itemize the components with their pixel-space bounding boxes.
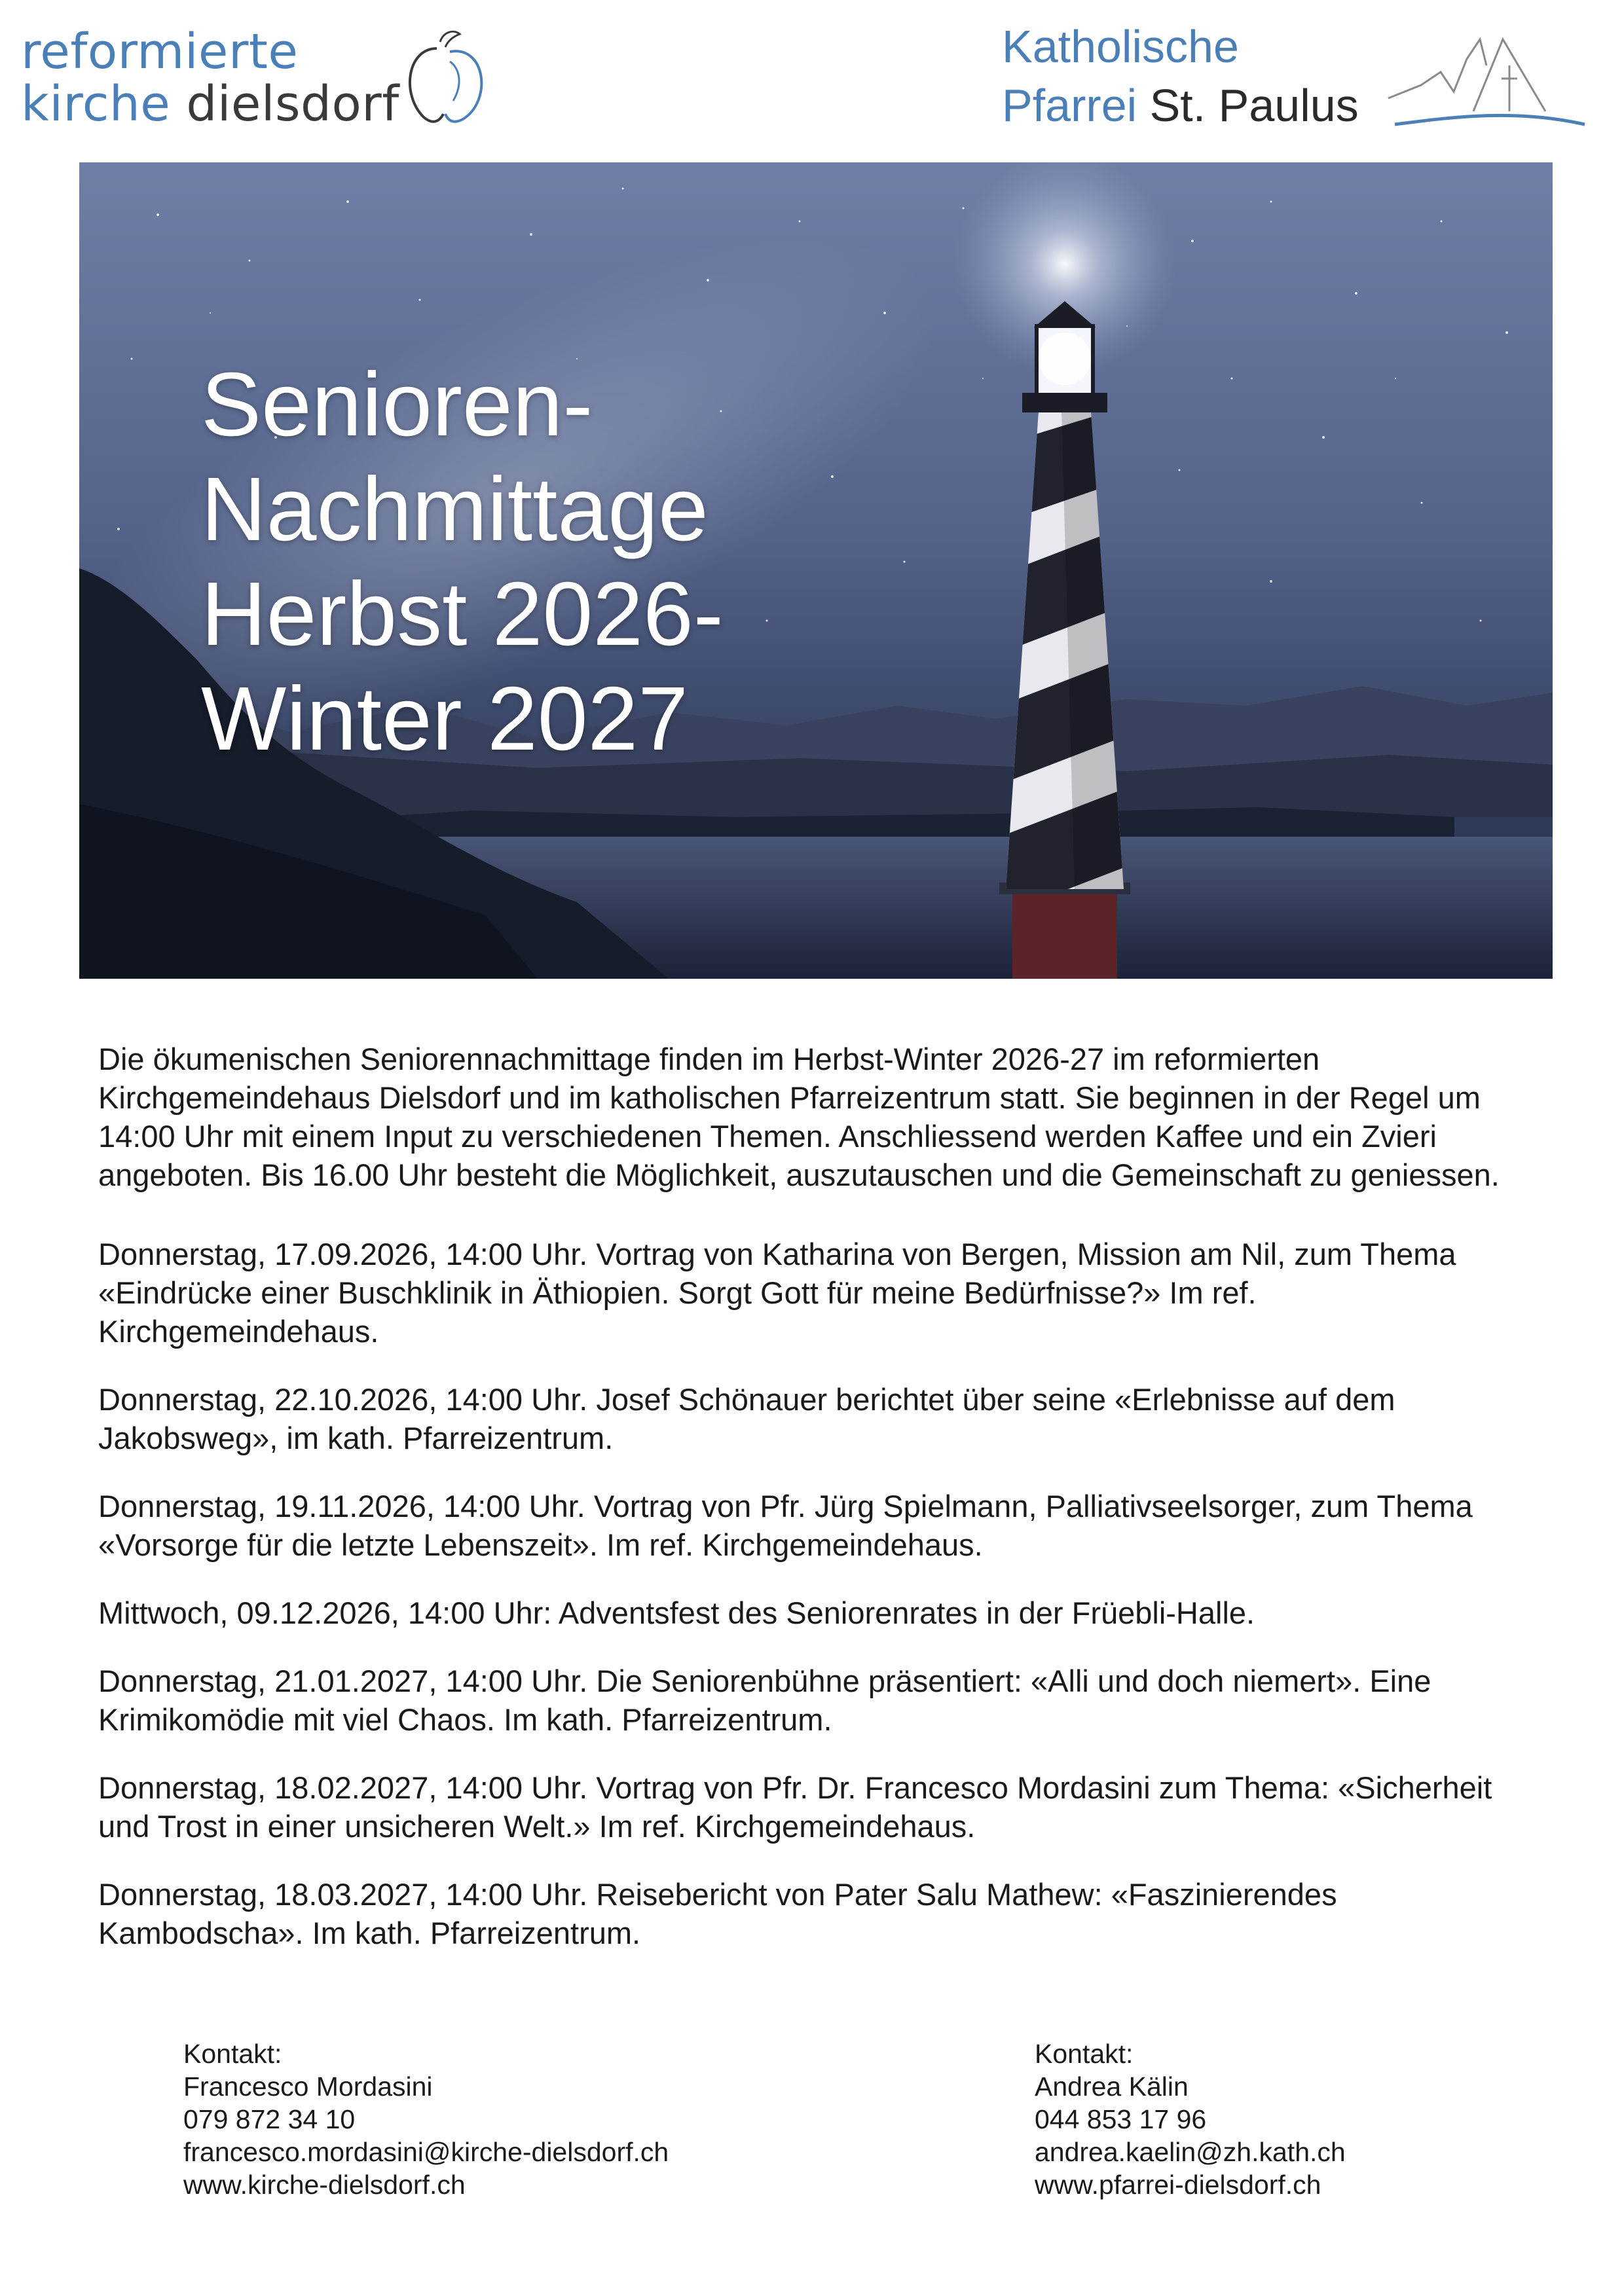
event-item: Mittwoch, 09.12.2026, 14:00 Uhr: Adventsfest des Seniorenrates in der Früebli-Halle. (98, 1595, 1255, 1630)
logo-right-line1: Katholische (1002, 21, 1239, 72)
contact-name: Francesco Mordasini (183, 2071, 433, 2102)
intro-paragraph: Die ökumenischen Seniorennachmittage finden im Herbst-Winter 2026-27 im reformierten Kirchgemeindehaus Dielsdorf und im katholischen Pfarreizentrum statt. Sie beginnen in der Regel um 14:00 Uhr mit einem Input zu verschiedenen Themen. Anschliessend werden Kaffee und ein Zvieri angeboten. Bis 16.00 Uhr besteht die Möglichkeit, auszutauschen und die Gemeinschaft zu geniessen. (98, 1042, 1500, 1192)
contact-email[interactable]: francesco.mordasini@kirche-dielsdorf.ch (183, 2137, 669, 2167)
contact-reformiert (183, 2037, 669, 2201)
event-item: Donnerstag, 19.11.2026, 14:00 Uhr. Vortrag von Pfr. Jürg Spielmann, Palliativseelsorger, zum Thema «Vorsorge für die letzte Lebenszeit». Im ref. Kirchgemeindehaus. (98, 1489, 1473, 1562)
hero-title-line-3: Herbst 2026- (201, 564, 724, 665)
contact-website[interactable]: www.kirche-dielsdorf.ch (183, 2170, 466, 2200)
logo-left-line1: reformierte (21, 24, 299, 80)
contact-email[interactable]: andrea.kaelin@zh.kath.ch (1035, 2137, 1346, 2167)
hero-title-line-4: Winter 2027 (201, 668, 689, 769)
contact-phone: 044 853 17 96 (1035, 2104, 1207, 2134)
event-item: Donnerstag, 18.03.2027, 14:00 Uhr. Reisebericht von Pater Salu Mathew: «Faszinierendes Kambodscha». Im kath. Pfarreizentrum. (98, 1877, 1337, 1950)
logo-right-line2 (1002, 80, 1359, 131)
contact-website[interactable]: www.pfarrei-dielsdorf.ch (1035, 2170, 1321, 2200)
event-item: Donnerstag, 17.09.2026, 14:00 Uhr. Vortrag von Katharina von Bergen, Mission am Nil, zum Thema «Eindrücke einer Buschklinik in Äthiopien. Sorgt Gott für meine Bedürfnisse?» Im ref. Kirchgemeindehaus. (98, 1237, 1456, 1349)
logo-left-word-kirche: kirche (21, 76, 171, 132)
event-item: Donnerstag, 21.01.2027, 14:00 Uhr. Die Seniorenbühne präsentiert: «Alli und doch niemert». Eine Krimikomödie mit viel Chaos. Im kath. Pfarreizentrum. (98, 1664, 1431, 1737)
contact-name: Andrea Kälin (1035, 2071, 1189, 2102)
event-item: Donnerstag, 22.10.2026, 14:00 Uhr. Josef Schönauer berichtet über seine «Erlebnisse auf dem Jakobsweg», im kath. Pfarreizentrum. (98, 1382, 1395, 1455)
logo-left-word-dielsdorf: dielsdorf (170, 76, 399, 132)
hero-title-line-2: Nachmittage (201, 459, 709, 560)
contact-label: Kontakt: (1035, 2039, 1134, 2069)
dove-apple-icon (388, 22, 506, 134)
event-item: Donnerstag, 18.02.2027, 14:00 Uhr. Vortrag von Pfr. Dr. Francesco Mordasini zum Thema: «Sicherheit und Trost in einer unsicheren Welt.» Im ref. Kirchgemeindehaus. (98, 1770, 1492, 1844)
reformierte-kirche-logo (21, 22, 492, 140)
hero-title-line-1: Senioren- (201, 354, 593, 455)
logo-right-word-st-paulus: St. Paulus (1137, 80, 1359, 131)
katholische-pfarrei-logo (1002, 20, 1604, 144)
contact-label: Kontakt: (183, 2039, 282, 2069)
hero-title (201, 352, 856, 771)
contact-katholisch (1035, 2037, 1346, 2201)
hero-lighthouse-image (79, 162, 1553, 979)
contact-phone: 079 872 34 10 (183, 2104, 356, 2134)
logo-left-line2 (21, 76, 399, 132)
body-text (98, 1040, 1539, 1982)
logo-right-word-pfarrei: Pfarrei (1002, 80, 1137, 131)
church-tent-icon (1382, 26, 1591, 144)
